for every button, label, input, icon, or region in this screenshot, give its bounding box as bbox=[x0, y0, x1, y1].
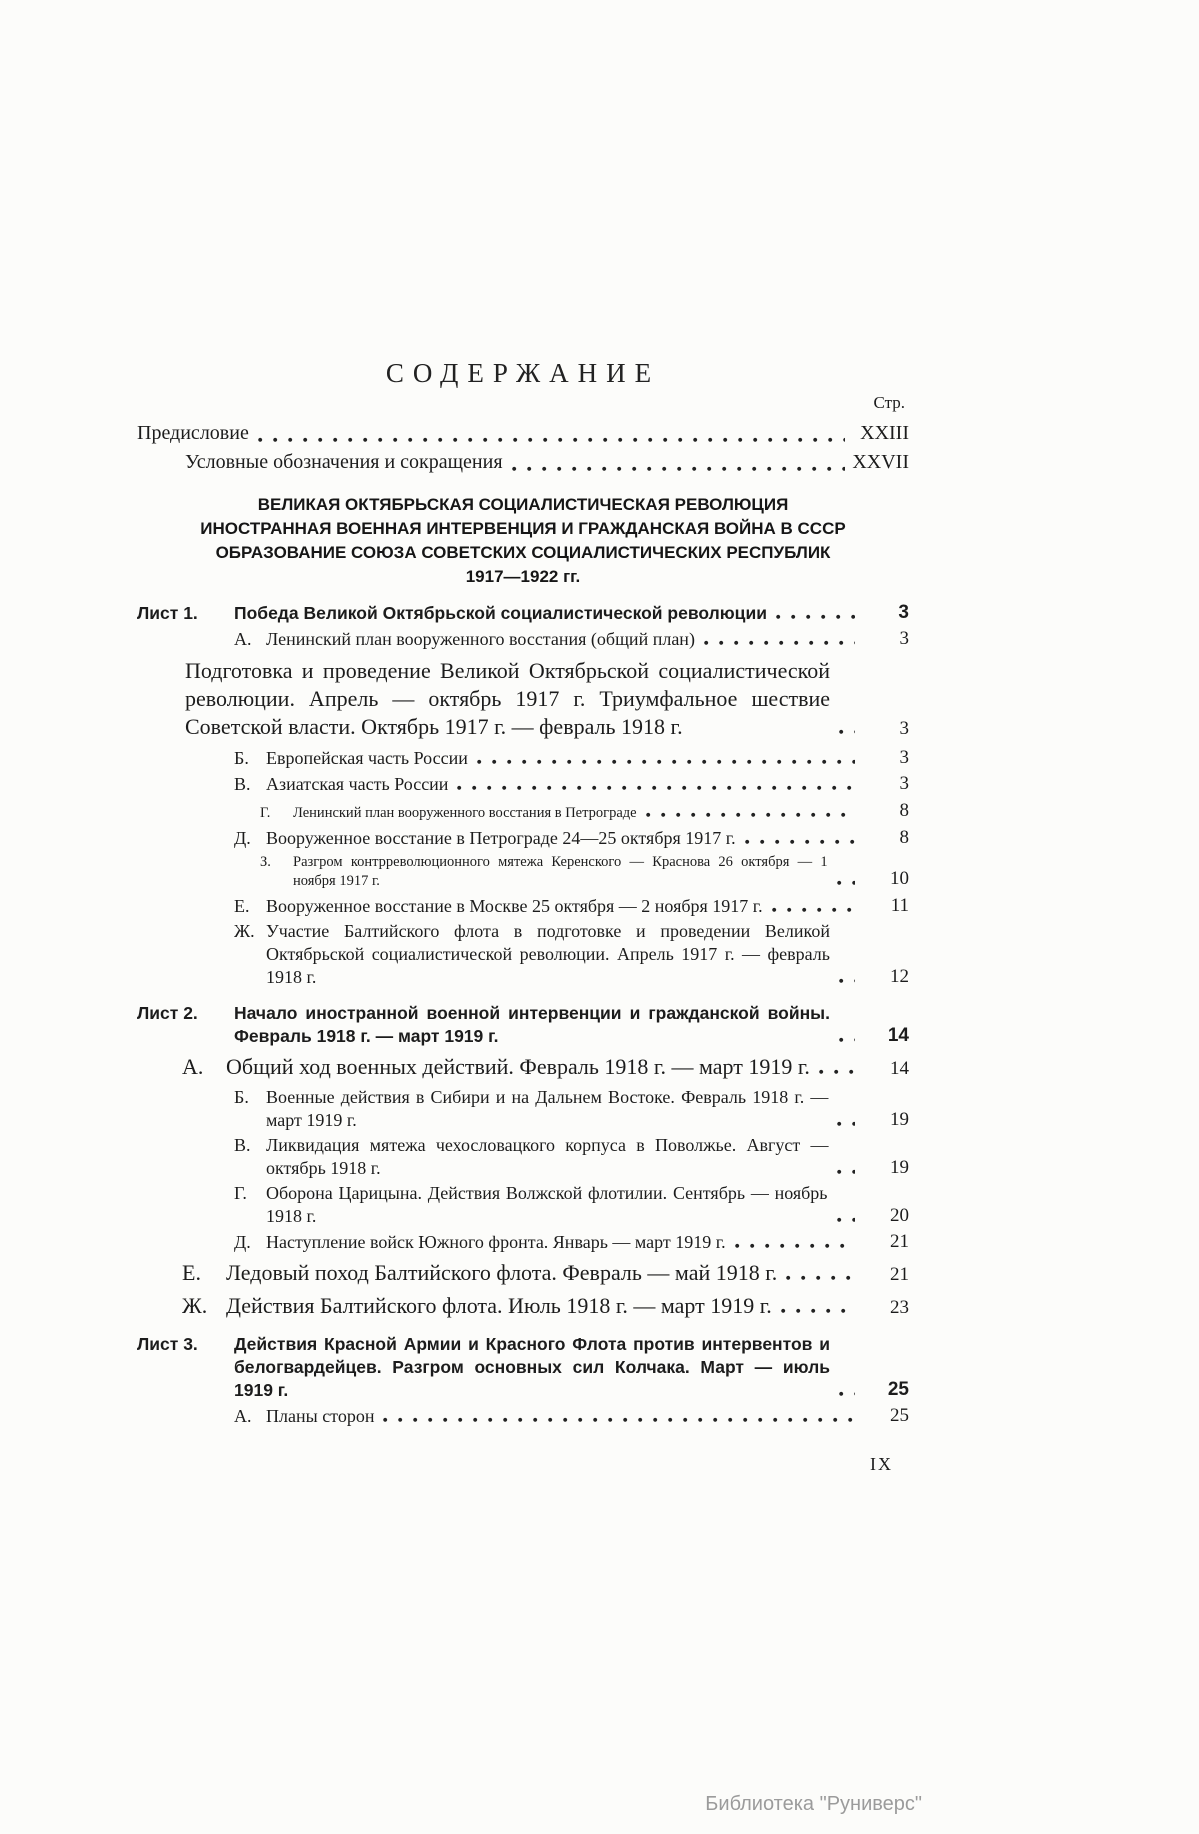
toc-entry-text bbox=[234, 1405, 374, 1428]
front-matter-text: Предисловие bbox=[137, 422, 249, 444]
dot-leader bbox=[258, 437, 845, 443]
toc-entry-label: Лист 3. bbox=[137, 1334, 198, 1354]
toc-entry bbox=[137, 601, 909, 625]
toc-entry bbox=[137, 894, 909, 918]
toc-entry-title: Участие Балтийского флота в подготовке и проведении Великой Октябрьской социалистической революции. Апрель 1917 г. — февраль 1918 г. bbox=[266, 921, 830, 987]
toc-entry-page: 19 bbox=[890, 1157, 909, 1178]
toc-list bbox=[137, 601, 909, 1428]
toc-entry bbox=[137, 1333, 909, 1402]
toc-entry-label: Ж. bbox=[182, 1293, 208, 1318]
front-matter-page: XXVII bbox=[852, 451, 909, 473]
dot-leader bbox=[772, 907, 855, 913]
toc-entry-label: Г. bbox=[234, 1183, 247, 1203]
toc-entry-label: Е. bbox=[234, 896, 250, 916]
toc-entry-label: А. bbox=[234, 1406, 252, 1426]
toc-entry bbox=[137, 1086, 909, 1132]
toc-entry-text bbox=[137, 602, 767, 625]
dot-leader bbox=[745, 839, 855, 845]
toc-entry-page: 3 bbox=[898, 602, 909, 623]
toc-entry-page: 10 bbox=[890, 868, 909, 889]
toc-entry-label: Ж. bbox=[234, 921, 255, 941]
toc-entry-page: 19 bbox=[890, 1109, 909, 1130]
toc-entry-text bbox=[137, 1333, 830, 1402]
front-matter-row bbox=[137, 448, 909, 477]
toc-entry-title: Ленинский план вооруженного восстания (общий план) bbox=[266, 629, 695, 649]
toc-entry-label: З. bbox=[260, 854, 271, 870]
toc-entry-page: 25 bbox=[890, 1405, 909, 1426]
dot-leader bbox=[819, 1069, 855, 1075]
toc-entry-label: В. bbox=[234, 1135, 251, 1155]
toc-entry-page: 21 bbox=[890, 1231, 909, 1252]
toc-entry bbox=[137, 1134, 909, 1180]
toc-entry bbox=[137, 1259, 909, 1287]
toc-entry-title: Ленинский план вооруженного восстания в Петрограде bbox=[293, 805, 637, 821]
toc-entry bbox=[137, 853, 909, 891]
toc-entry bbox=[137, 746, 909, 770]
front-matter-text: Условные обозначения и сокращения bbox=[185, 451, 503, 473]
toc-entry-title: Вооруженное восстание в Петрограде 24—25 октября 1917 г. bbox=[266, 828, 736, 848]
toc-entry bbox=[137, 920, 909, 989]
toc-entry-page: 3 bbox=[899, 747, 909, 768]
toc-entry-text bbox=[234, 827, 736, 850]
dot-leader bbox=[839, 1037, 855, 1043]
toc-entry bbox=[137, 1053, 909, 1081]
dot-leader bbox=[646, 812, 855, 818]
toc-entry bbox=[137, 799, 909, 823]
toc-entry-text bbox=[182, 1292, 772, 1320]
toc-entry-label: Б. bbox=[234, 748, 249, 768]
page-column-header: Стр. bbox=[873, 393, 905, 412]
dot-leader bbox=[776, 614, 855, 620]
toc-entry-title: Наступление войск Южного фронта. Январь — март 1919 г. bbox=[266, 1232, 726, 1252]
toc-entry-text bbox=[234, 773, 448, 796]
toc-entry-text bbox=[234, 1134, 828, 1180]
toc-entry-title: Европейская часть России bbox=[266, 748, 468, 768]
dot-leader bbox=[837, 1121, 855, 1127]
dot-leader bbox=[786, 1275, 855, 1281]
toc-entry-text bbox=[234, 747, 468, 770]
toc-entry-title: Ледовый поход Балтийского флота. Февраль — май 1918 г. bbox=[226, 1260, 778, 1285]
toc-entry-page: 8 bbox=[899, 800, 909, 821]
toc-entry-page: 23 bbox=[890, 1297, 909, 1318]
toc-entry-title: Планы сторон bbox=[266, 1406, 375, 1426]
dot-leader bbox=[383, 1417, 855, 1423]
dot-leader bbox=[837, 1169, 855, 1175]
toc-entry-text bbox=[234, 895, 763, 918]
section-heading-years: 1917—1922 гг. bbox=[465, 567, 581, 586]
page-title: СОДЕРЖАНИЕ bbox=[385, 358, 661, 388]
toc-entry-label: В. bbox=[234, 774, 251, 794]
toc-entry-text bbox=[182, 1259, 777, 1287]
toc-entry-title: Действия Красной Армии и Красного Флота против интервентов и белогвардейцев. Разгром основных сил Колчака. Март — июль 1919 г. bbox=[234, 1334, 830, 1400]
dot-leader bbox=[512, 466, 845, 472]
toc-entry-page: 14 bbox=[890, 1058, 909, 1079]
dot-leader bbox=[704, 640, 855, 646]
section-heading bbox=[137, 493, 909, 589]
toc-entry-text bbox=[234, 1182, 828, 1228]
front-matter-row bbox=[137, 419, 909, 448]
toc-entry bbox=[137, 1230, 909, 1254]
section-heading-line: ОБРАЗОВАНИЕ СОЮЗА СОВЕТСКИХ СОЦИАЛИСТИЧЕСКИХ РЕСПУБЛИК bbox=[215, 543, 831, 562]
toc-entry bbox=[137, 826, 909, 850]
toc-entry-label: Е. bbox=[182, 1260, 201, 1285]
toc-entry bbox=[137, 1182, 909, 1228]
toc-entry-title: Действия Балтийского флота. Июль 1918 г. — март 1919 г. bbox=[226, 1293, 772, 1318]
toc-entry-label: А. bbox=[182, 1054, 204, 1079]
toc-entry-text bbox=[234, 1231, 726, 1254]
toc-entry-page: 21 bbox=[890, 1264, 909, 1285]
toc-entry-page: 12 bbox=[890, 966, 909, 987]
toc-entry-text bbox=[137, 1002, 830, 1048]
dot-leader bbox=[837, 1217, 855, 1223]
toc-entry-page: 3 bbox=[899, 718, 909, 739]
toc-entry-title: Общий ход военных действий. Февраль 1918 г. — март 1919 г. bbox=[226, 1054, 810, 1079]
toc-entry bbox=[137, 772, 909, 796]
toc-entry-title: Военные действия в Сибири и на Дальнем Востоке. Февраль 1918 г. — март 1919 г. bbox=[266, 1087, 829, 1130]
dot-leader bbox=[781, 1308, 855, 1314]
toc-entry bbox=[137, 657, 909, 741]
toc-entry bbox=[137, 1404, 909, 1428]
toc-entry-page: 11 bbox=[890, 895, 909, 916]
toc-entry-text bbox=[260, 804, 637, 823]
toc-entry-page: 8 bbox=[899, 827, 909, 848]
front-matter-page: XXIII bbox=[860, 422, 909, 444]
toc-entry-title: Азиатская часть России bbox=[266, 774, 449, 794]
toc-entry-page: 20 bbox=[890, 1205, 909, 1226]
dot-leader bbox=[735, 1243, 855, 1249]
library-watermark: Библиотека "Руниверс" bbox=[705, 1793, 922, 1815]
toc-entry-label: Б. bbox=[234, 1087, 249, 1107]
toc-entry-title: Вооруженное восстание в Москве 25 октября — 2 ноября 1917 г. bbox=[266, 896, 763, 916]
toc-entry-title: Оборона Царицына. Действия Волжской флотилии. Сентябрь — ноябрь 1918 г. bbox=[266, 1183, 828, 1226]
toc-entry-title: Ликвидация мятежа чехословацкого корпуса в Поволжье. Август — октябрь 1918 г. bbox=[266, 1135, 829, 1178]
toc-entry-label: Д. bbox=[234, 828, 251, 848]
toc-entry-label: А. bbox=[234, 629, 252, 649]
toc-entry-text bbox=[185, 657, 830, 741]
toc-content bbox=[137, 358, 909, 1475]
dot-leader bbox=[477, 759, 855, 765]
toc-entry-title: Победа Великой Октябрьской социалистической революции bbox=[234, 603, 767, 623]
toc-entry bbox=[137, 1292, 909, 1320]
toc-entry bbox=[137, 627, 909, 651]
toc-entry-label: Д. bbox=[234, 1232, 251, 1252]
toc-entry-text bbox=[260, 853, 828, 891]
dot-leader bbox=[839, 978, 855, 984]
toc-entry-title: Начало иностранной военной интервенции и гражданской войны. Февраль 1918 г. — март 1919 г. bbox=[234, 1003, 830, 1046]
dot-leader bbox=[839, 1391, 855, 1397]
toc-entry-text bbox=[234, 920, 830, 989]
toc-entry-page: 3 bbox=[899, 628, 909, 649]
toc-entry-text bbox=[182, 1053, 810, 1081]
toc-entry-page: 3 bbox=[899, 773, 909, 794]
toc-entry-label: Лист 1. bbox=[137, 603, 198, 623]
dot-leader bbox=[837, 880, 855, 886]
section-heading-line: ИНОСТРАННАЯ ВОЕННАЯ ИНТЕРВЕНЦИЯ И ГРАЖДАНСКАЯ ВОЙНА В СССР bbox=[200, 519, 846, 538]
toc-entry bbox=[137, 1002, 909, 1048]
toc-entry-text bbox=[234, 1086, 828, 1132]
toc-entry-label: Г. bbox=[260, 805, 271, 821]
dot-leader bbox=[457, 785, 855, 791]
section-heading-line: ВЕЛИКАЯ ОКТЯБРЬСКАЯ СОЦИАЛИСТИЧЕСКАЯ РЕВОЛЮЦИЯ bbox=[257, 495, 789, 514]
toc-entry-text bbox=[234, 628, 695, 651]
toc-entry-page: 14 bbox=[887, 1025, 909, 1046]
toc-entry-title: Разгром контрреволюционного мятежа Керенского — Краснова 26 октября — 1 ноября 1917 г. bbox=[293, 854, 828, 889]
folio-page-number: IX bbox=[870, 1454, 893, 1474]
toc-entry-label: Лист 2. bbox=[137, 1003, 198, 1023]
toc-entry-title: Подготовка и проведение Великой Октябрьской социалистической революции. Апрель — октябрь 1917 г. Триумфальное шествие Советской власти. Октябрь 1917 г. — февраль 1918 г. bbox=[185, 658, 830, 739]
dot-leader bbox=[839, 729, 855, 735]
toc-entry-page: 25 bbox=[887, 1379, 909, 1400]
